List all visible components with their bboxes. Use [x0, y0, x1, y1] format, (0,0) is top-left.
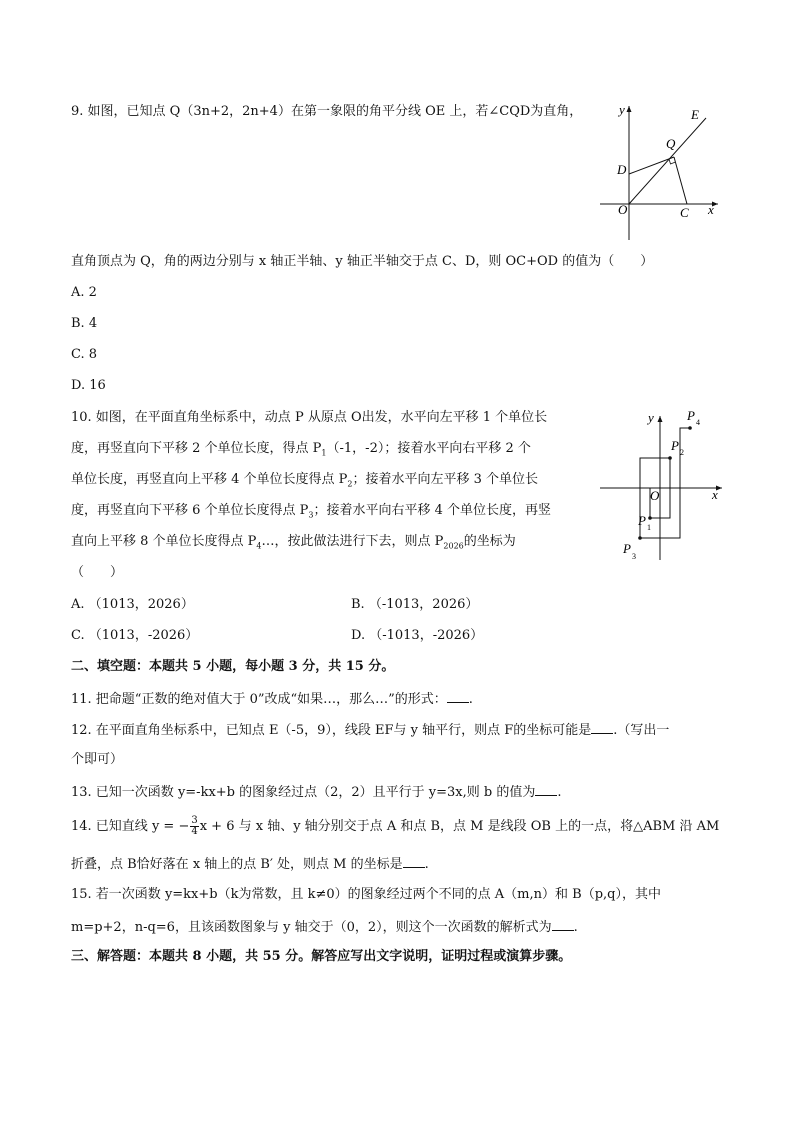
section-3-heading: 三、解答题：本题共 8 小题，共 55 分。解答应写出文字说明，证明过程或演算步骤。 [71, 949, 572, 964]
section-2-heading: 二、填空题：本题共 5 小题，每小题 3 分，共 15 分。 [71, 659, 395, 674]
q9-fig-Q: Q [666, 136, 676, 151]
q14-line2: 折叠，点 B恰好落在 x 轴上的点 B′ 处，则点 M 的坐标是 . [71, 857, 429, 872]
q10-option-a: A. （1013，2026） [71, 597, 194, 612]
q10-option-c: C. （1013，-2026） [71, 628, 199, 643]
q10-fig-P2: P [671, 438, 679, 453]
q9-option-b: B. 4 [71, 316, 98, 331]
q10-fig-P1-sub: 1 [647, 523, 651, 532]
q9-option-a: A. 2 [71, 285, 97, 300]
q9-option-d: D. 16 [71, 378, 106, 393]
q9-fig-O: O [618, 202, 628, 217]
q9-fig-y: y [619, 102, 625, 117]
q13: 13. 已知一次函数 y=-kx+b 的图象经过点（2，2）且平行于 y=3x,则 b 的值为 . [71, 785, 562, 800]
q13-blank[interactable] [535, 783, 557, 796]
q14-line1: 14. 已知直线 y = − $\frac{3}{4}$ x + 6 与 x 轴、y 轴分别交于点 A 和点 B，点 M 是线段 OB 上的一点，将△ABM 沿 AM [71, 815, 720, 837]
q9-figure [592, 96, 722, 246]
q10-fig-P3: P [623, 541, 631, 556]
q10-option-b: B. （-1013，2026） [351, 597, 479, 612]
q11-blank[interactable] [447, 690, 469, 703]
q10-fig-P1: P [638, 513, 646, 528]
q14-blank[interactable] [403, 855, 425, 868]
q9-line1: 9. 如图，已知点 Q（3n+2，2n+4）在第一象限的角平分线 OE 上，若∠CQD为直角， [71, 104, 583, 119]
q15-line2: m=p+2，n-q=6，且该函数图象与 y 轴交于（0，2），则这个一次函数的解析式为 . [71, 920, 578, 935]
q10-line3: 单位长度，再竖直向上平移 4 个单位长度得点 $P_2$；接着水平向左平移 3 个单位长 [71, 472, 539, 489]
q10-fig-P3-sub: 3 [632, 552, 636, 561]
q10-fig-P4-sub: 4 [696, 418, 700, 427]
q12-blank[interactable] [591, 721, 613, 734]
q12-line2: 个即可） [71, 752, 124, 767]
q9-fig-x: x [708, 202, 714, 217]
q9-line2: 直角顶点为 Q，角的两边分别与 x 轴正半轴、y 轴正半轴交于点 C、D，则 OC+OD 的值为（ ） [71, 254, 654, 269]
q15-line1: 15. 若一次函数 y=kx+b（k为常数，且 k≠0）的图象经过两个不同的点 A（m,n）和 B（p,q），其中 [71, 887, 661, 902]
q12-line1: 12. 在平面直角坐标系中，已知点 E（-5，9），线段 EF与 y 轴平行，则点 F的坐标可能是 .（写出一 [71, 723, 670, 738]
q9-fig-C: C [680, 205, 689, 220]
q10-line6: （ ） [71, 565, 124, 580]
q10-line1: 10. 如图，在平面直角坐标系中，动点 P 从原点 O出发，水平向左平移 1 个单位长 [71, 410, 548, 425]
q11: 11. 把命题“正数的绝对值大于 0”改成“如果…，那么…”的形式： . [71, 692, 473, 707]
q9-option-c: C. 8 [71, 347, 98, 362]
q10-option-d: D. （-1013，-2026） [351, 628, 484, 643]
q10-fig-P2-sub: 2 [680, 448, 684, 457]
q15-blank[interactable] [552, 918, 574, 931]
q10-fig-x: x [712, 487, 718, 502]
q9-fig-E: E [691, 107, 699, 122]
q9-fig-D: D [617, 162, 627, 177]
q14-fraction: $\frac{3}{4}$ [191, 815, 198, 837]
q10-fig-y: y [648, 410, 654, 425]
q10-fig-P4: P [687, 408, 695, 423]
q10-line5: 直向上平移 8 个单位长度得点 $P_4\dots$，按此做法进行下去，则点 $P_{2026}$的坐标为 [71, 534, 516, 551]
q10-line4: 度，再竖直向下平移 6 个单位长度得点 $P_3$；接着水平向右平移 4 个单位长度，再竖 [71, 503, 552, 520]
q10-line2: 度，再竖直向下平移 2 个单位长度，得点 $P_1(-1$，-2）；接着水平向右平移 2 个 [71, 441, 531, 458]
q10-figure [598, 404, 728, 566]
q10-fig-O: O [650, 488, 660, 503]
